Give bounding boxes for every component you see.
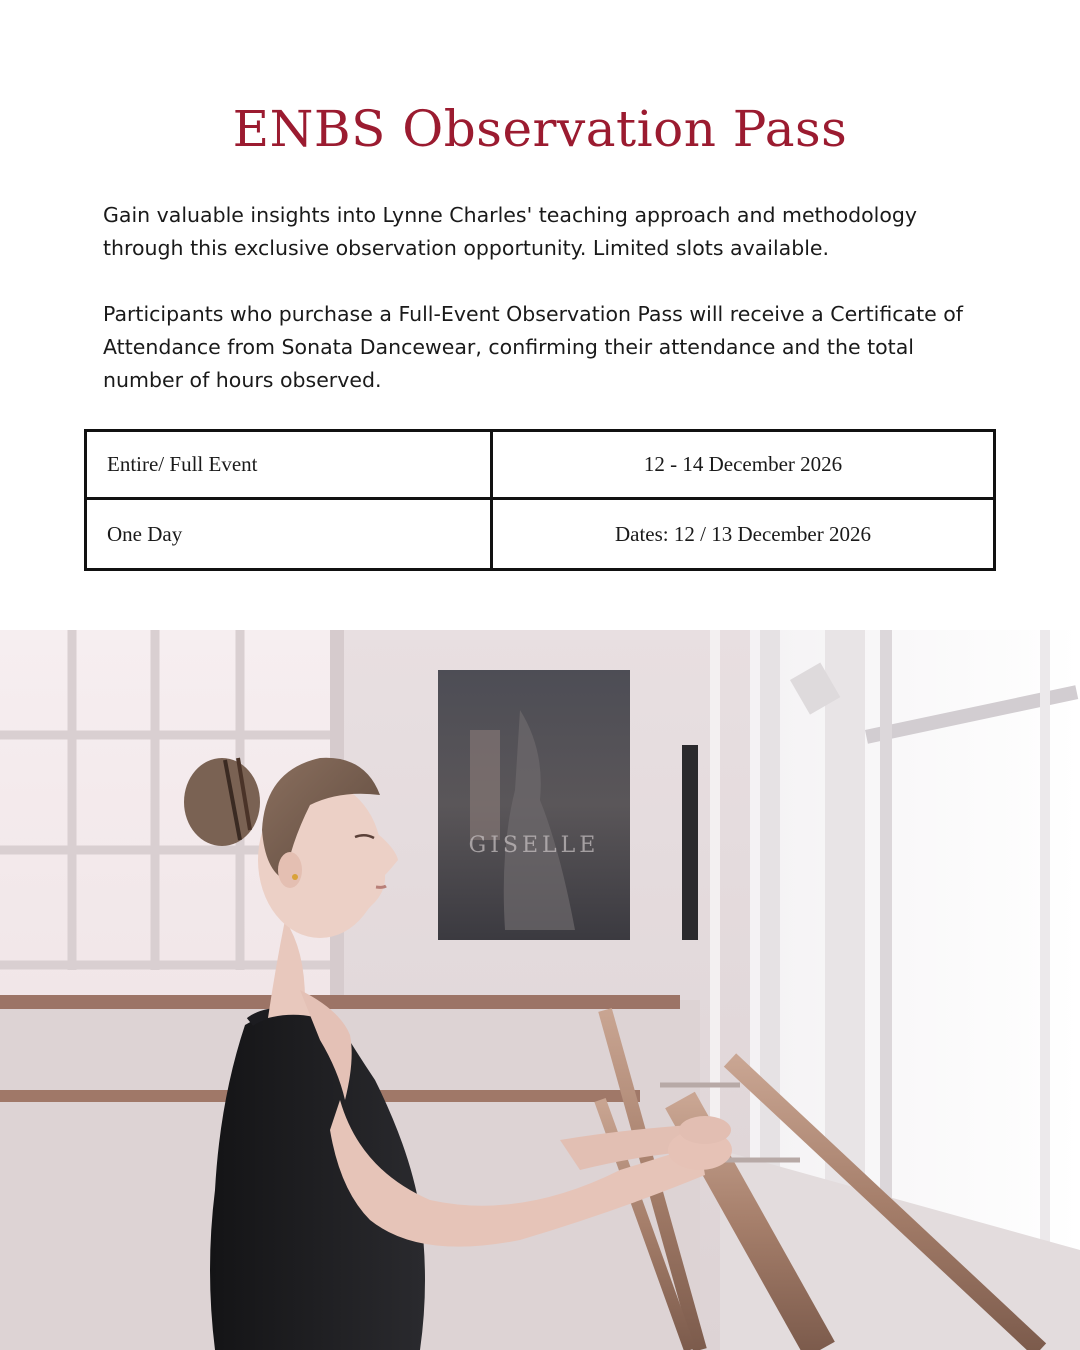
table-row-one-day-dates: Dates: 12 / 13 December 2026	[614, 521, 871, 546]
intro-paragraph: Gain valuable insights into Lynne Charles' teaching approach and methodology through this exclusive observation opportunity. Limited slots available.	[103, 203, 918, 260]
pass-options-table	[84, 429, 996, 571]
page-title: ENBS Observation Pass	[232, 100, 848, 158]
table-row-full-event-label: Entire/ Full Event	[87, 432, 493, 500]
table-row-one-day-label: One Day	[87, 500, 493, 568]
table-row-full-event-dates: 12 - 14 December 2026	[493, 432, 993, 500]
small-frame	[682, 745, 698, 940]
poster-text: GISELLE	[468, 833, 600, 858]
ballet-dancer-photo	[0, 630, 1080, 1350]
dancer-bun	[184, 758, 260, 846]
certificate-paragraph: Participants who purchase a Full-Event Observation Pass will receive a Certificate of Attendance from Sonata Dancewear, confirming their attendance and the total number of hours observed.	[103, 302, 964, 392]
